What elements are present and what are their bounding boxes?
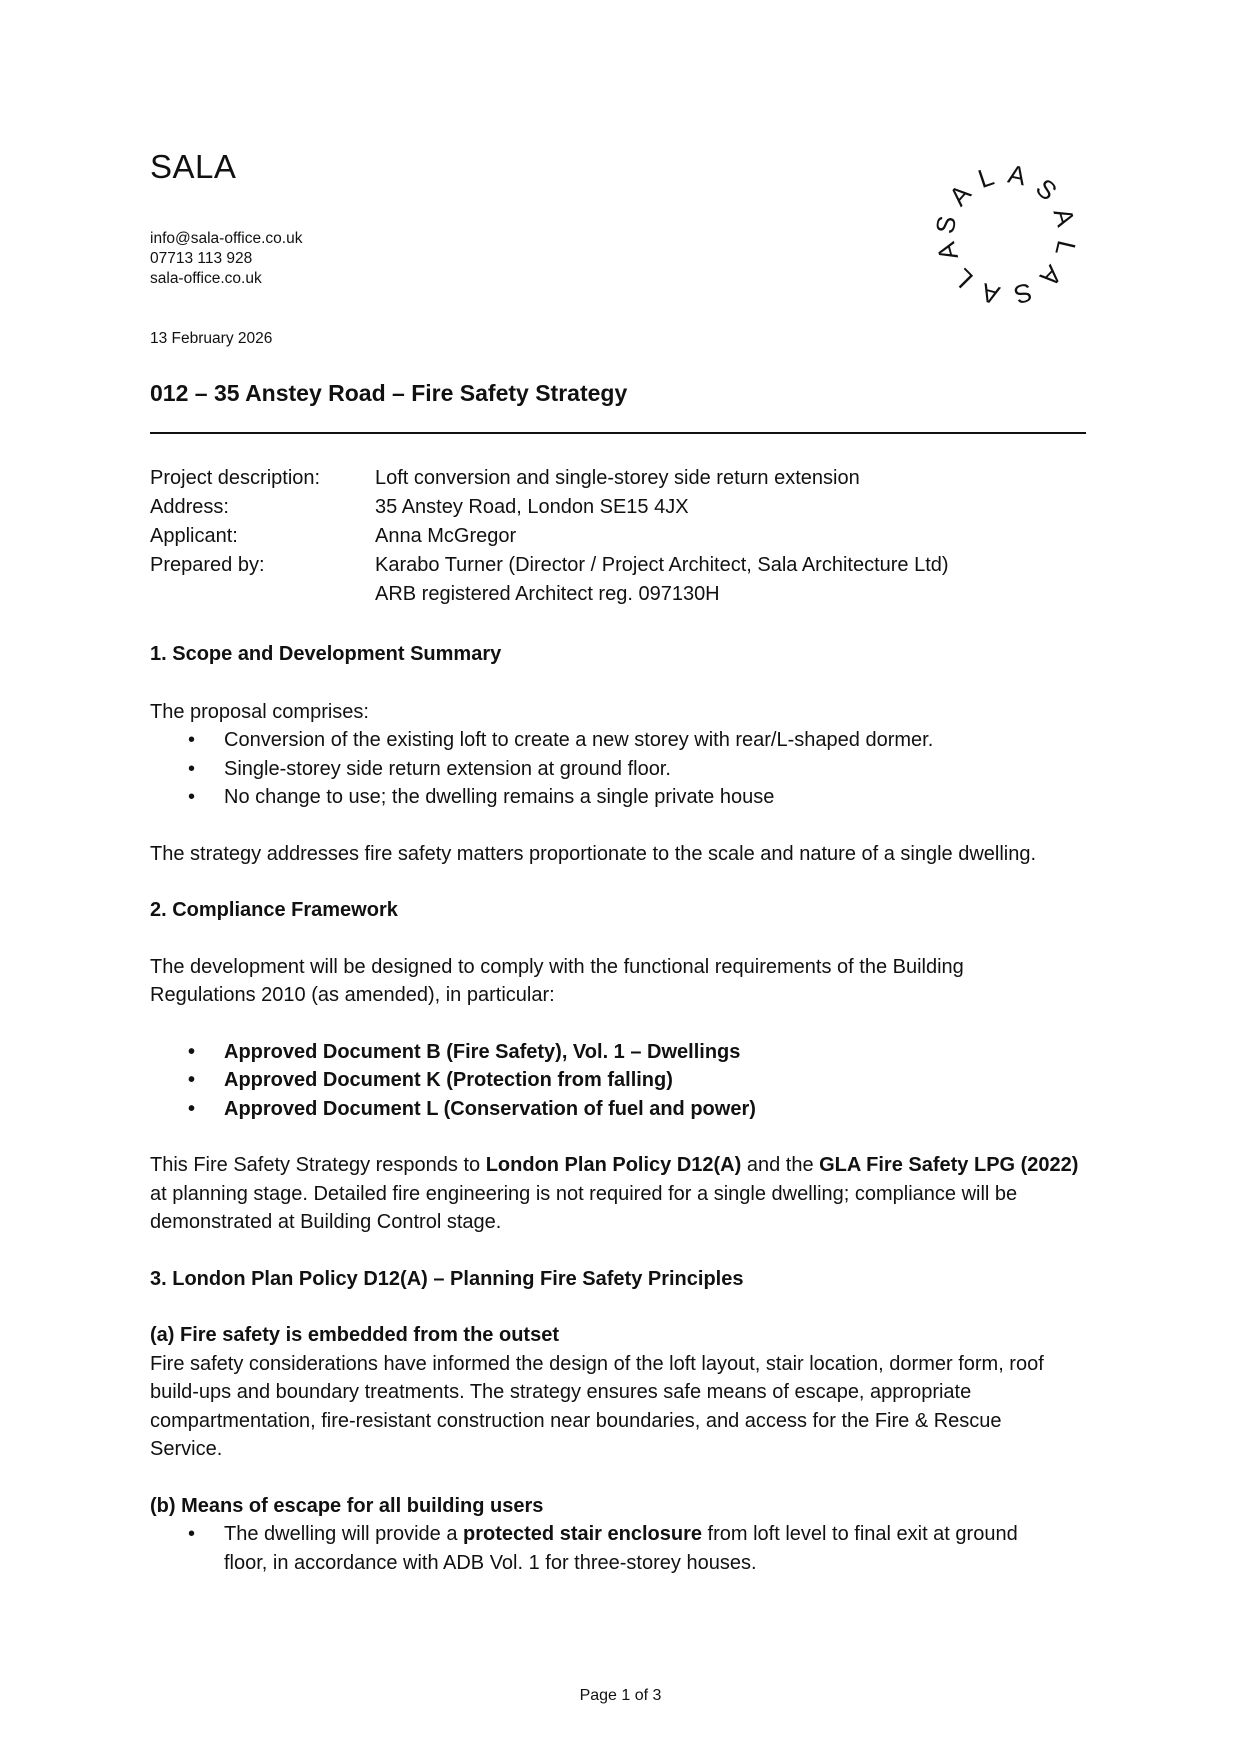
text-run: The dwelling will provide a — [224, 1523, 464, 1545]
text-line: Fire safety considerations have informed the design of the loft layout, stair location, dormer form, roof — [150, 1352, 1044, 1375]
bullet-list — [150, 726, 1090, 812]
meta-value: Anna McGregor — [375, 525, 517, 547]
list-item: • Approved Document B (Fire Safety), Vol. 1 – Dwellings — [150, 1038, 1090, 1067]
contact-block — [150, 229, 302, 289]
text-line: build-ups and boundary treatments. The strategy ensures safe means of escape, appropriate — [150, 1381, 972, 1403]
meta-row-prepared-by — [150, 551, 949, 609]
contact-phone: 07713 113 928 — [150, 250, 253, 267]
section-heading: 3. London Plan Policy D12(A) – Planning Fire Safety Principles — [150, 1267, 744, 1290]
bullet-list — [150, 1038, 1090, 1124]
logo-ring-text: SALASALASALA — [929, 158, 1082, 311]
text-line: Regulations 2010 (as amended), in particular: — [150, 984, 555, 1006]
meta-row-address — [150, 493, 949, 522]
text-line: demonstrated at Building Control stage. — [150, 1211, 502, 1233]
brand-name: SALA — [150, 148, 237, 185]
section-heading: 1. Scope and Development Summary — [150, 643, 502, 665]
meta-label: Project description: — [150, 467, 321, 489]
sala-circular-logo — [926, 155, 1086, 315]
list-item — [150, 1520, 1090, 1577]
meta-row-applicant — [150, 522, 949, 551]
page-title: 012 – 35 Anstey Road – Fire Safety Strategy — [150, 380, 628, 406]
section-heading: 2. Compliance Framework — [150, 899, 398, 921]
contact-website: sala-office.co.uk — [150, 270, 262, 287]
list-item: • Conversion of the existing loft to create a new storey with rear/L-shaped dormer. — [150, 726, 1090, 755]
meta-value-line: ARB registered Architect reg. 097130H — [375, 583, 720, 605]
text-line: floor, in accordance with ADB Vol. 1 for three-storey houses. — [224, 1551, 757, 1574]
bold-reference: London Plan Policy D12(A) — [485, 1154, 742, 1176]
meta-label: Address: — [150, 496, 229, 518]
page-number: Page 1 of 3 — [579, 1687, 662, 1704]
text-line: at planning stage. Detailed fire engineering is not required for a single dwelling; compliance will be — [150, 1182, 1018, 1205]
paragraph: The strategy addresses fire safety matters proportionate to the scale and nature of a single dwelling. — [150, 842, 1037, 865]
meta-label: Prepared by: — [150, 554, 265, 576]
bullet-list — [150, 1520, 1090, 1577]
paragraph — [150, 1350, 1090, 1464]
paragraph — [150, 1151, 1090, 1237]
bold-term: protected stair enclosure — [463, 1523, 702, 1545]
list-item: • Single-storey side return extension at ground floor. — [150, 755, 1090, 784]
text-run: and the — [741, 1154, 820, 1176]
document-body — [150, 640, 1090, 1577]
meta-row-description — [150, 464, 949, 493]
text-line: Service. — [150, 1438, 223, 1460]
text-run: This Fire Safety Strategy responds to — [150, 1154, 486, 1176]
paragraph: The proposal comprises: — [150, 700, 369, 723]
list-item: • Approved Document L (Conservation of fuel and power) — [150, 1095, 1090, 1124]
subsection-heading: (b) Means of escape for all building users — [150, 1494, 544, 1517]
bold-reference: GLA Fire Safety LPG (2022) — [819, 1154, 1079, 1176]
meta-value: Loft conversion and single-storey side return extension — [375, 467, 860, 489]
text-run: from loft level to final exit at ground — [701, 1523, 1018, 1545]
paragraph — [150, 953, 1090, 1010]
document-date: 13 February 2026 — [150, 330, 273, 347]
meta-value-line: Karabo Turner (Director / Project Architect, Sala Architecture Ltd) — [375, 554, 949, 576]
list-item: • No change to use; the dwelling remains a single private house — [150, 783, 1090, 812]
project-metadata — [150, 464, 949, 609]
meta-value: 35 Anstey Road, London SE15 4JX — [375, 496, 689, 518]
svg-text:SALASALASALA — [930, 159, 1082, 311]
text-line: compartmentation, fire-resistant construction near boundaries, and access for the Fire & Rescue — [150, 1409, 1002, 1432]
subsection-heading: (a) Fire safety is embedded from the outset — [150, 1324, 559, 1346]
text-line: The development will be designed to comply with the functional requirements of the Building — [150, 955, 964, 978]
meta-value — [375, 551, 949, 609]
contact-email: info@sala-office.co.uk — [150, 230, 303, 247]
meta-label: Applicant: — [150, 525, 238, 547]
title-divider — [150, 432, 1086, 434]
list-item: • Approved Document K (Protection from falling) — [150, 1066, 1090, 1095]
